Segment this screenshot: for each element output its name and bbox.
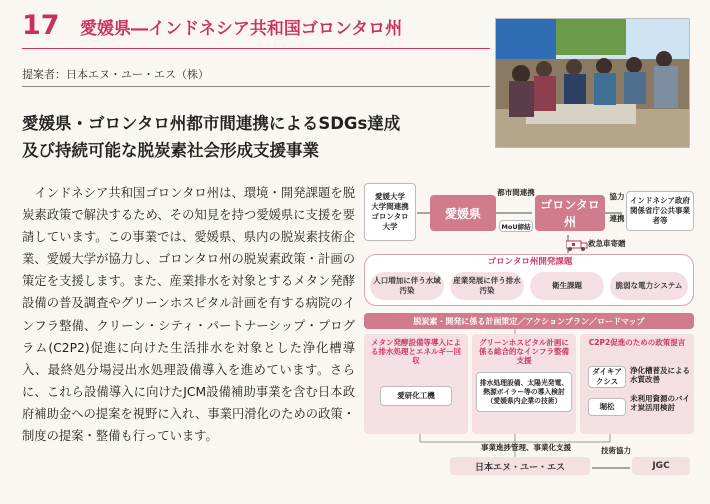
ehime-box: 愛媛県 <box>430 195 496 231</box>
col2-desc: 排水処理設備、太陽光発電、熱源ボイラー等の導入検討（愛媛県内企業の技術） <box>476 372 572 412</box>
col1-company: 愛研化工機 <box>380 386 452 406</box>
cooperation-label: 協力 <box>609 192 625 201</box>
project-title-line1: 愛媛県・ゴロンタロ州都市間連携によるSDGs達成 <box>22 114 401 133</box>
col3-desc: 浄化槽普及による水質改善 <box>630 366 690 384</box>
indonesia-orgs-box: インドネシア政府関係省庁公共事業者等 <box>626 191 694 231</box>
proposer-label: 提案者：日本エヌ・ユー・エス（株） <box>22 68 209 81</box>
nus-box: 日本エヌ・ユー・エス <box>450 457 590 475</box>
meeting-photo <box>495 18 690 148</box>
body-paragraph: インドネシア共和国ゴロンタロ州は、環境・開発課題を脱炭素政策で解決するため、その知見を持つ愛媛県に支援を要請しています。この事業では、愛媛県、県内の脱炭素技術企業、愛媛大学が協力し、ゴロンタロ州の脱炭素政策・計画の策定を支援します。また、産業排水を対象とするメタン発酵設備の普及調査やグリーンホスピタル計画を有する病院のインフラ整備、クリーン・シティ・パートナーシップ・プログラム(C2P2)促進に向けた生活排水を対象とした浄化槽導入、最終処分場浸出水処理設備導入を進めています。さらに、これら設備導入に向けたJCM設備補助事業を含む日本政府補助金への提案を視野に入れ、事業円滑化のための政策・制度の提案・整備も行っています。 <box>22 186 355 444</box>
issue-item: 脆弱な電力システム <box>610 272 688 300</box>
section-title: 愛媛県―インドネシア共和国ゴロンタロ州 <box>80 19 403 39</box>
support-label: 事業進捗管理、事業化支援 <box>481 443 571 452</box>
proposer-divider <box>22 86 490 87</box>
city-collab-label: 都市間連携 <box>497 188 535 197</box>
ehime-univ-label: 愛媛大学 <box>375 192 405 201</box>
col3-title: C2P2促進のための政策提言 <box>588 338 686 347</box>
gorontalo-box: ゴロンタロ州 <box>535 195 605 231</box>
col3-desc: 未利用資源のバイオ炭活用検討 <box>630 394 690 412</box>
col3-company: 堀松 <box>588 398 626 416</box>
project-title-line2: 及び持続可能な脱炭素社会形成支援事業 <box>22 141 319 160</box>
partnership-label: 連携 <box>609 214 625 223</box>
issue-item: 産業発展に伴う排水汚染 <box>450 272 524 300</box>
univ-collab-label: 大学間連携 <box>371 202 409 211</box>
body-text <box>22 182 355 447</box>
col2-title: グリーンホスピタル計画に係る総合的なインフラ整備支援 <box>479 338 569 365</box>
tech-coop-label: 技術協力 <box>601 446 631 455</box>
gorontalo-univ-label: ゴロンタロ大学 <box>371 212 409 231</box>
issue-item: 人口増加に伴う水域汚染 <box>370 272 444 300</box>
ambulance-icon <box>566 236 588 255</box>
col1-title: メタン発酵設備等導入による排水処理とエネルギー回収 <box>371 338 461 365</box>
col3-company: ダイキアクシス <box>588 366 626 388</box>
issues-title: ゴロンタロ州開発課題 <box>487 257 573 267</box>
ambulance-label: 救急車寄贈 <box>588 239 626 248</box>
header-divider <box>22 48 490 49</box>
issue-item: 衛生課題 <box>530 272 604 300</box>
jgc-box: JGC <box>632 457 690 475</box>
mou-badge: MoU締結 <box>499 220 533 232</box>
ehime-univ-box <box>364 183 416 241</box>
plan-bar: 脱炭素・開発に係る計画策定／アクションプラン／ロードマップ <box>364 313 694 329</box>
section-number: 17 <box>22 10 60 41</box>
